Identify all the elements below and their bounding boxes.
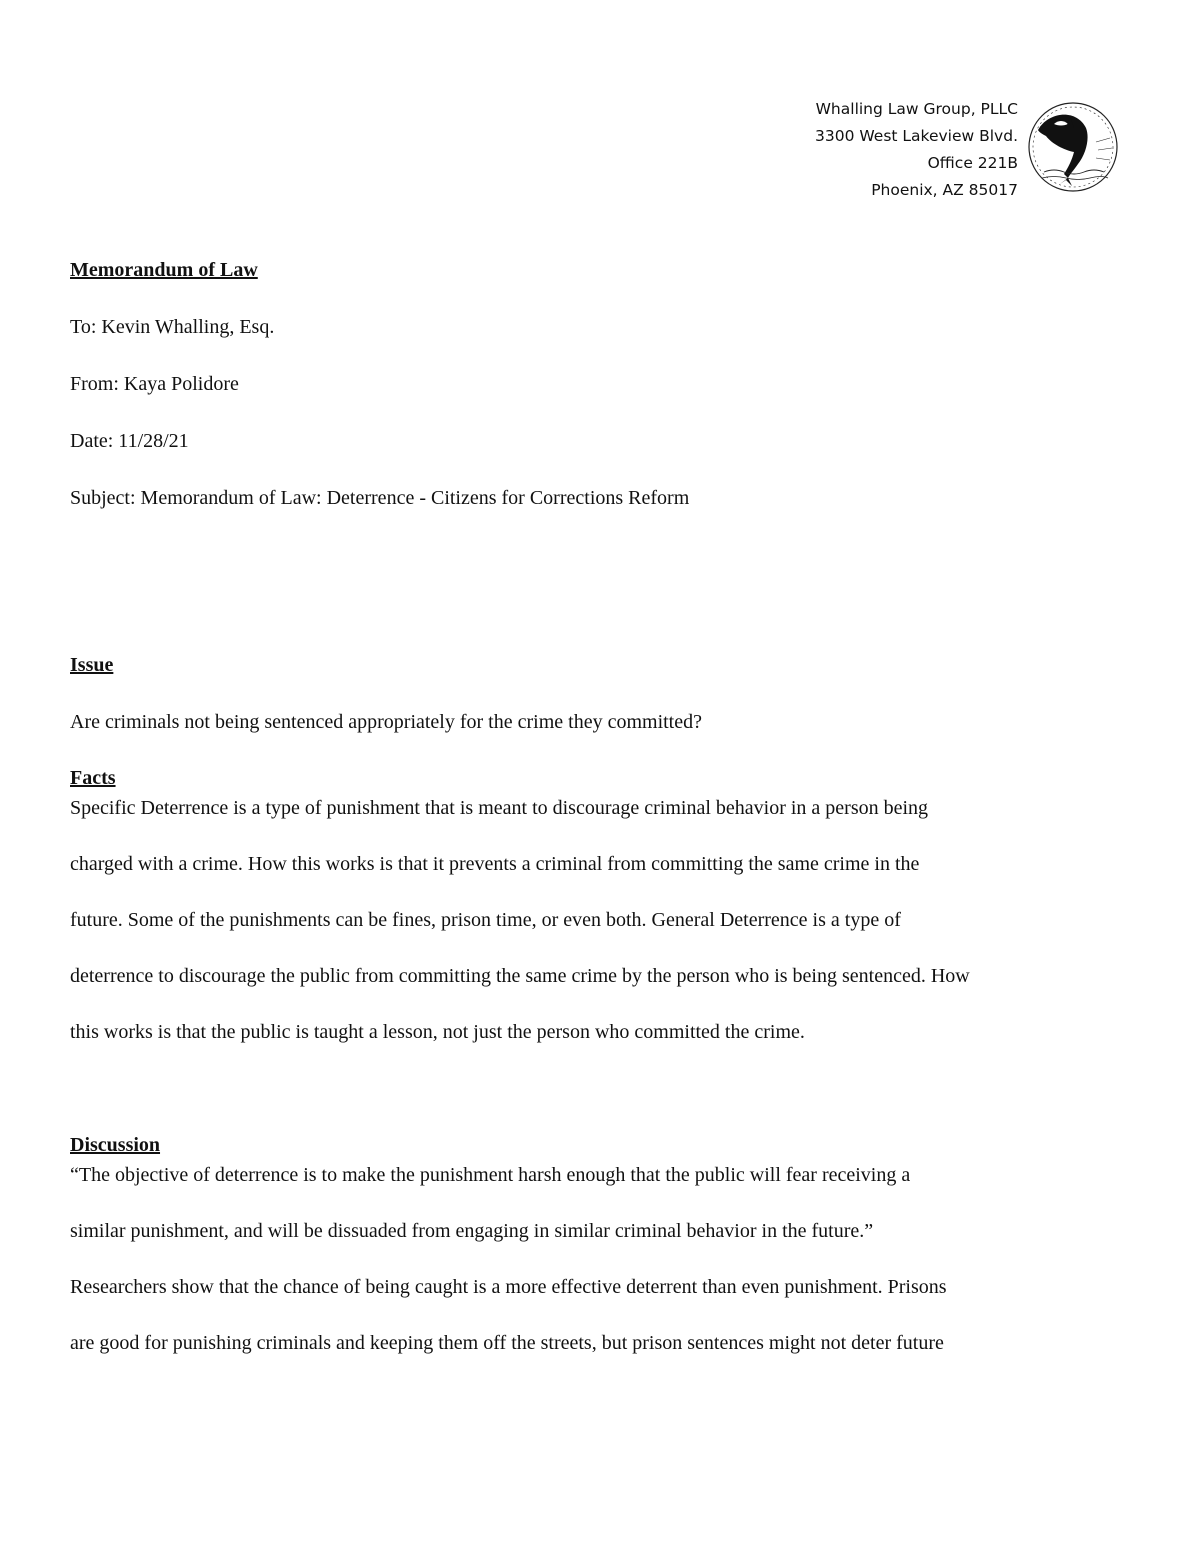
- facts-line: this works is that the public is taught a lesson, not just the person who committed the crime.: [70, 1021, 805, 1043]
- letterhead-address: [700, 96, 1018, 204]
- discussion-line: are good for punishing criminals and keeping them off the streets, but prison sentences might not deter future: [70, 1332, 944, 1354]
- discussion-line: “The objective of deterrence is to make the punishment harsh enough that the public will fear receiving a: [70, 1164, 911, 1186]
- discussion-heading: Discussion: [70, 1134, 161, 1156]
- issue-text: Are criminals not being sentenced appropriately for the crime they committed?: [70, 711, 702, 733]
- discussion-line: similar punishment, and will be dissuaded from engaging in similar criminal behavior in the future.”: [70, 1220, 874, 1242]
- facts-heading: Facts: [70, 767, 116, 789]
- facts-line: Specific Deterrence is a type of punishment that is meant to discourage criminal behavior in a person being: [70, 797, 929, 819]
- facts-line: deterrence to discourage the public from committing the same crime by the person who is being sentenced. How: [70, 965, 970, 987]
- memo-from: From: Kaya Polidore: [70, 373, 239, 395]
- facts-line: charged with a crime. How this works is that it prevents a criminal from committing the same crime in the: [70, 853, 920, 875]
- discussion-line: Researchers show that the chance of being caught is a more effective deterrent than even punishment. Prisons: [70, 1276, 947, 1298]
- memorandum-body: [70, 255, 1140, 1371]
- firm-name: Whalling Law Group, PLLC: [815, 100, 1018, 118]
- memo-subject: Subject: Memorandum of Law: Deterrence - Citizens for Corrections Reform: [70, 487, 690, 509]
- orca-logo-icon: [1024, 98, 1122, 196]
- firm-office: Office 221B: [927, 154, 1018, 172]
- memo-to: To: Kevin Whalling, Esq.: [70, 316, 275, 338]
- issue-heading: Issue: [70, 654, 114, 676]
- facts-line: future. Some of the punishments can be fines, prison time, or even both. General Deterrence is a type of: [70, 909, 901, 931]
- firm-city: Phoenix, AZ 85017: [871, 181, 1018, 199]
- memo-date: Date: 11/28/21: [70, 430, 189, 452]
- firm-street: 3300 West Lakeview Blvd.: [815, 127, 1018, 145]
- memo-title: Memorandum of Law: [70, 259, 258, 281]
